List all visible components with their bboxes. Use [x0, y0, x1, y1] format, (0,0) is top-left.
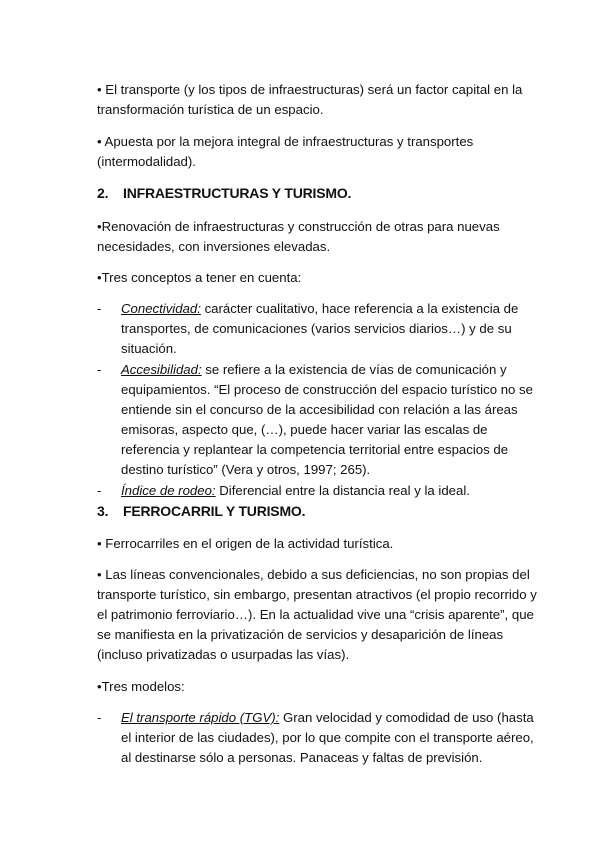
list-dash: -: [97, 301, 102, 316]
list-item-indice-de-rodeo: [97, 481, 541, 501]
term-colon: :: [197, 301, 201, 316]
term-definition: se refiere a la existencia de vías de comunicación y equipamientos. “El proceso de construcción del espacio turístico no se entiende sin el concurso de la accesibilidad con relación a las áreas emisoras, aspecto que, (…), puede hacer variar las escalas de referencia y replantear la competencia territorial entre espacios de destino turístico” (Vera y otros, 1997; 265).: [121, 362, 533, 477]
list-item-body: [121, 360, 541, 480]
term-colon: :: [275, 710, 280, 725]
section-heading-2: [97, 183, 541, 203]
section-title: INFRAESTRUCTURAS Y TURISMO.: [123, 185, 352, 201]
section-number: 2.: [97, 185, 109, 201]
list-item-conectividad: [97, 299, 541, 359]
term-definition: Diferencial entre la distancia real y la ideal.: [215, 483, 470, 498]
term-colon: :: [211, 483, 216, 498]
list-item-body: [121, 299, 541, 359]
paragraph-three-concepts: •Tres conceptos a tener en cuenta:: [97, 270, 302, 285]
term-label: Índice de rodeo: [121, 483, 212, 498]
paragraph-transport-capital: • El transporte (y los tipos de infraestructuras) será un factor capital en la transformación turística de un espacio.: [97, 82, 523, 117]
term-definition: carácter cualitativo, hace referencia a la existencia de transportes, de comunicaciones (varios servicios diarios…) y de su situación.: [121, 301, 519, 356]
section-number: 3.: [97, 503, 109, 519]
list-item-tgv: [97, 708, 541, 768]
section-title: FERROCARRIL Y TURISMO.: [123, 503, 306, 519]
paragraph-intermodality: • Apuesta por la mejora integral de infraestructuras y transportes (intermodalidad).: [97, 134, 474, 169]
list-dash: -: [97, 483, 102, 498]
paragraph-renovation: •Renovación de infraestructuras y construcción de otras para nuevas necesidades, con inversiones elevadas.: [97, 219, 500, 254]
list-dash: -: [97, 362, 102, 377]
list-item-accesibilidad: [97, 360, 541, 480]
term-definition: Gran velocidad y comodidad de uso (hasta el interior de las ciudades), por lo que compite con el transporte aéreo, al destinarse sólo a personas. Panaceas y faltas de previsión.: [121, 710, 534, 765]
term-label: Conectividad: [121, 301, 198, 316]
list-item-body: [121, 708, 541, 768]
term-colon: :: [197, 362, 202, 377]
term-label: Accesibilidad: [121, 362, 198, 377]
paragraph-railways-origin: • Ferrocarriles en el origen de la actividad turística.: [97, 536, 394, 551]
list-dash: -: [97, 710, 102, 725]
list-item-body: [121, 481, 541, 501]
section-heading-3: [97, 501, 541, 521]
paragraph-conventional-lines: • Las líneas convencionales, debido a sus deficiencias, no son propias del transporte turístico, sin embargo, presentan atractivos (el propio recorrido y el patrimonio ferroviario…). En la actualidad vive una “crisis aparente”, que se manifiesta en la privatización de servicios y desaparición de líneas (incluso privatizadas o usurpadas las vías).: [97, 567, 537, 662]
term-label: El transporte rápido (TGV): [121, 710, 276, 725]
paragraph-three-models: •Tres modelos:: [97, 679, 185, 694]
